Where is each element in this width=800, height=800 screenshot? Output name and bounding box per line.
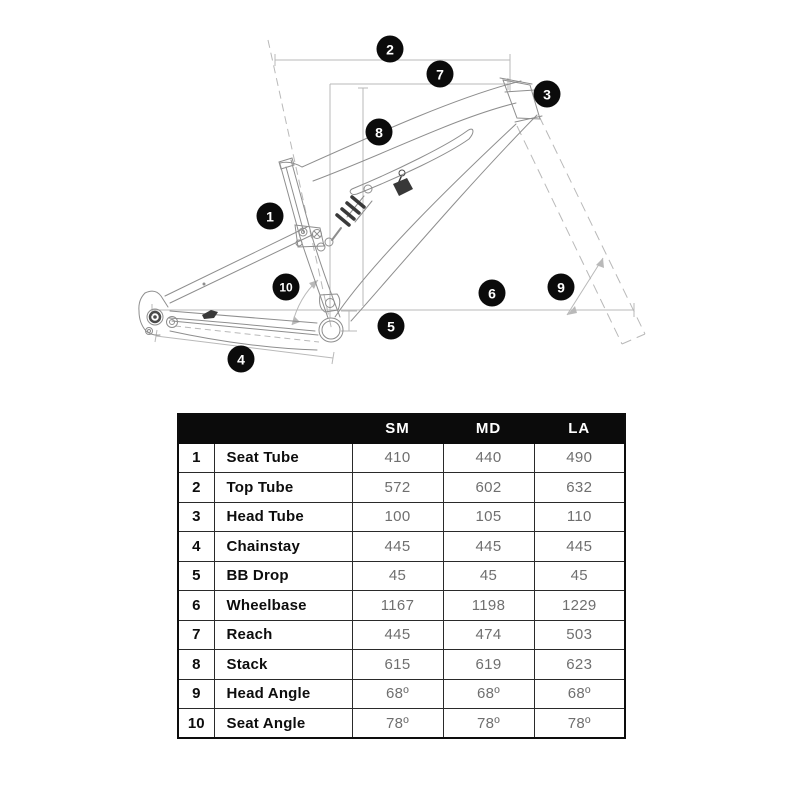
value-md: 619 bbox=[443, 650, 534, 680]
value-md: 45 bbox=[443, 561, 534, 591]
callout-5: 5 bbox=[378, 313, 405, 340]
callout-9: 9 bbox=[548, 274, 575, 301]
row-number: 7 bbox=[178, 620, 214, 650]
value-sm: 78º bbox=[352, 709, 443, 739]
value-sm: 1167 bbox=[352, 591, 443, 621]
row-number: 3 bbox=[178, 502, 214, 532]
value-la: 110 bbox=[534, 502, 625, 532]
row-number: 6 bbox=[178, 591, 214, 621]
row-label: BB Drop bbox=[214, 561, 352, 591]
value-sm: 445 bbox=[352, 532, 443, 562]
table-row bbox=[178, 620, 625, 650]
table-row bbox=[178, 473, 625, 503]
header-size-sm: SM bbox=[352, 414, 443, 443]
row-number: 10 bbox=[178, 709, 214, 739]
geometry-table bbox=[177, 413, 626, 739]
header-size-md: MD bbox=[443, 414, 534, 443]
value-la: 1229 bbox=[534, 591, 625, 621]
row-label: Head Angle bbox=[214, 679, 352, 709]
value-sm: 615 bbox=[352, 650, 443, 680]
row-label: Seat Tube bbox=[214, 443, 352, 473]
value-sm: 572 bbox=[352, 473, 443, 503]
value-md: 1198 bbox=[443, 591, 534, 621]
value-la: 623 bbox=[534, 650, 625, 680]
value-sm: 410 bbox=[352, 443, 443, 473]
table-header-row bbox=[178, 414, 625, 443]
callout-7: 7 bbox=[427, 61, 454, 88]
value-md: 602 bbox=[443, 473, 534, 503]
row-label: Top Tube bbox=[214, 473, 352, 503]
row-label: Reach bbox=[214, 620, 352, 650]
row-number: 9 bbox=[178, 679, 214, 709]
table-row bbox=[178, 650, 625, 680]
callout-10: 10 bbox=[273, 274, 300, 301]
value-la: 45 bbox=[534, 561, 625, 591]
header-empty-num bbox=[178, 414, 214, 443]
callout-4: 4 bbox=[228, 346, 255, 373]
table-row bbox=[178, 443, 625, 473]
value-la: 632 bbox=[534, 473, 625, 503]
value-la: 78º bbox=[534, 709, 625, 739]
table-row bbox=[178, 561, 625, 591]
rear-shock bbox=[325, 185, 372, 246]
row-number: 8 bbox=[178, 650, 214, 680]
row-label: Chainstay bbox=[214, 532, 352, 562]
chainstay-protector bbox=[202, 310, 218, 319]
row-number: 5 bbox=[178, 561, 214, 591]
value-la: 490 bbox=[534, 443, 625, 473]
callout-2: 2 bbox=[377, 36, 404, 63]
table-row bbox=[178, 532, 625, 562]
table-row bbox=[178, 709, 625, 739]
value-md: 474 bbox=[443, 620, 534, 650]
value-md: 78º bbox=[443, 709, 534, 739]
value-md: 105 bbox=[443, 502, 534, 532]
rear-dropout bbox=[139, 291, 178, 335]
value-md: 440 bbox=[443, 443, 534, 473]
row-number: 2 bbox=[178, 473, 214, 503]
value-la: 68º bbox=[534, 679, 625, 709]
header-empty-label bbox=[214, 414, 352, 443]
row-number: 1 bbox=[178, 443, 214, 473]
header-size-la: LA bbox=[534, 414, 625, 443]
callout-6: 6 bbox=[479, 280, 506, 307]
value-la: 445 bbox=[534, 532, 625, 562]
table-row bbox=[178, 502, 625, 532]
row-label: Wheelbase bbox=[214, 591, 352, 621]
row-number: 4 bbox=[178, 532, 214, 562]
seat-tube-shape bbox=[280, 164, 300, 237]
value-sm: 68º bbox=[352, 679, 443, 709]
value-md: 68º bbox=[443, 679, 534, 709]
row-label: Head Tube bbox=[214, 502, 352, 532]
value-sm: 100 bbox=[352, 502, 443, 532]
value-la: 503 bbox=[534, 620, 625, 650]
row-label: Stack bbox=[214, 650, 352, 680]
table-row bbox=[178, 591, 625, 621]
value-md: 445 bbox=[443, 532, 534, 562]
table-row bbox=[178, 679, 625, 709]
callout-1: 1 bbox=[257, 203, 284, 230]
callout-3: 3 bbox=[534, 81, 561, 108]
value-sm: 445 bbox=[352, 620, 443, 650]
callout-8: 8 bbox=[366, 119, 393, 146]
row-label: Seat Angle bbox=[214, 709, 352, 739]
frame-tubes bbox=[139, 78, 542, 350]
value-sm: 45 bbox=[352, 561, 443, 591]
